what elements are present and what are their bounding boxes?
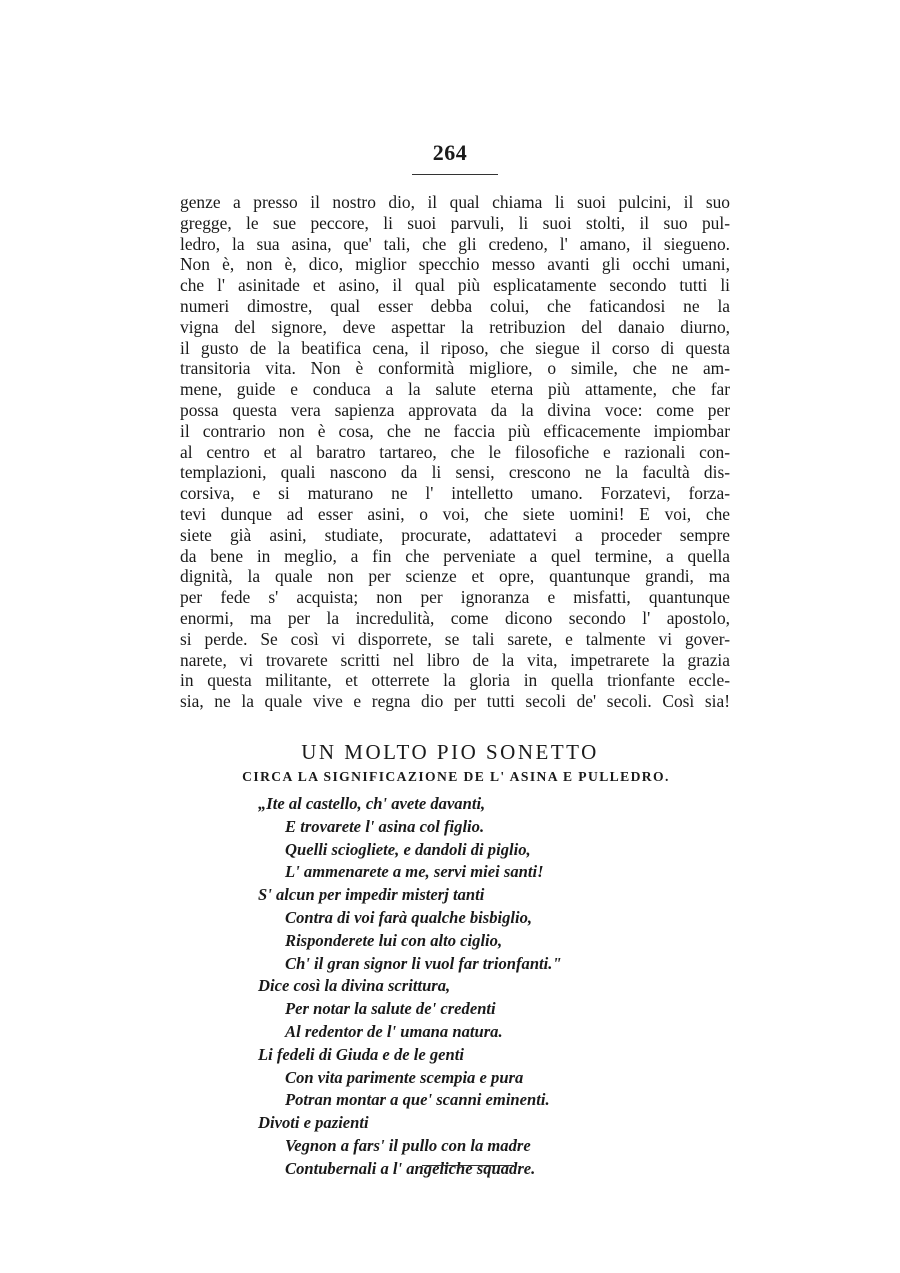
prose-line: mene, guide e conduca a la salute eterna più attamente, che far [180, 379, 730, 400]
page-number: 264 [432, 140, 468, 165]
verse-line: Risponderete lui con alto ciglio, [285, 930, 503, 950]
verse-line: Divoti e pazienti [258, 1113, 369, 1133]
prose-line: gregge, le sue peccore, li suoi parvuli, li suoi stolti, il suo pul- [180, 212, 730, 233]
verse-line: „Ite al castello, ch' avete davanti, [258, 794, 486, 813]
prose-line: Non è, non è, dico, miglior specchio messo avanti gli occhi umani, [180, 254, 730, 275]
verse-line: E trovarete l' asina col figlio. [285, 816, 485, 836]
prose-line: transitoria vita. Non è conformità migliore, o simile, che ne am- [180, 358, 730, 379]
prose-line: da bene in meglio, a fin che perveniate a quel termine, a quella [180, 545, 730, 566]
prose-line: che l' asinitade et asino, il qual più esplicatamente secondo tutti li [180, 275, 730, 296]
verse-line: Li fedeli di Giuda e de le genti [258, 1044, 464, 1064]
prose-line: al centro et al baratro tartareo, che le filosofiche e razionali con- [180, 441, 730, 462]
prose-line: possa questa vera sapienza approvata da la divina voce: come per [180, 399, 730, 420]
prose-line: in questa militante, et otterrete la gloria in quella trionfante eccle- [180, 670, 730, 691]
verse-line: Potran montar a que' scanni eminenti. [285, 1090, 550, 1110]
verse-line: S' alcun per impedir misterj tanti [258, 885, 485, 905]
verse-line: Al redentor de l' umana natura. [285, 1021, 503, 1041]
footer-rule [422, 1165, 514, 1166]
prose-line: vigna del signore, deve aspettar la retribuzion del danaio diurno, [180, 316, 730, 337]
prose-body [180, 192, 730, 712]
prose-line: corsiva, e si maturano ne l' intelletto umano. Forzatevi, forza- [180, 483, 730, 504]
header-rule [412, 174, 498, 175]
verse-line: Quelli sciogliete, e dandoli di piglio, [285, 839, 531, 859]
prose-line: narete, vi trovarete scritti nel libro de la vita, impetrarete la grazia [180, 649, 730, 670]
verse-line: L' ammenarete a me, servi miei santi! [285, 862, 544, 882]
prose-line: siete già asini, studiate, procurate, adattatevi a proceder sempre [180, 524, 730, 545]
prose-line: genze a presso il nostro dio, il qual chiama li suoi pulcini, il suo [180, 192, 730, 212]
prose-line: numeri dimostre, qual esser debba colui, che faticandosi ne la [180, 295, 730, 316]
prose-line: dignità, la quale non per scienze et opre, quantunque grandi, ma [180, 566, 730, 587]
prose-line: il gusto de la beatifica cena, il riposo, che siegue il corso di questa [180, 337, 730, 358]
prose-line: sia, ne la quale vive e regna dio per tutti secoli de' secoli. Così sia! [180, 691, 730, 712]
verse-line: Vegnon a fars' il pullo con la madre [285, 1135, 531, 1155]
prose-line: templazioni, quali nascono da li sensi, crescono ne la facultà dis- [180, 462, 730, 483]
verse-line: Dice così la divina scrittura, [258, 976, 451, 996]
prose-line: il contrario non è cosa, che ne faccia più efficacemente impiombar [180, 420, 730, 441]
prose-line: tevi dunque ad esser asini, o voi, che siete uomini! E voi, che [180, 503, 730, 524]
prose-line: per fede s' acquista; non per ignoranza e misfatti, quantunque [180, 587, 730, 608]
verse-line: Per notar la salute de' credenti [285, 999, 496, 1019]
prose-line: ledro, la sua asina, que' tali, che gli credeno, l' amano, il siegueno. [180, 233, 730, 254]
sonnet-subtitle: CIRCA LA SIGNIFICAZIONE DE L' ASINA E PULLEDRO. [242, 769, 670, 784]
sonnet-title: UN MOLTO PIO SONETTO [301, 740, 599, 764]
prose-line: enormi, ma per la incredulità, come dicono secondo l' apostolo, [180, 607, 730, 628]
verse-line: Contra di voi farà qualche bisbiglio, [285, 907, 533, 927]
sonnet-verse [258, 793, 738, 1181]
verse-line: Ch' il gran signor li vuol far trionfanti." [285, 953, 562, 973]
prose-line: si perde. Se così vi disporrete, se tali sarete, e talmente vi gover- [180, 628, 730, 649]
verse-line: Contubernali a l' angeliche squadre. [285, 1158, 536, 1178]
verse-line: Con vita parimente scempia e pura [285, 1067, 524, 1087]
